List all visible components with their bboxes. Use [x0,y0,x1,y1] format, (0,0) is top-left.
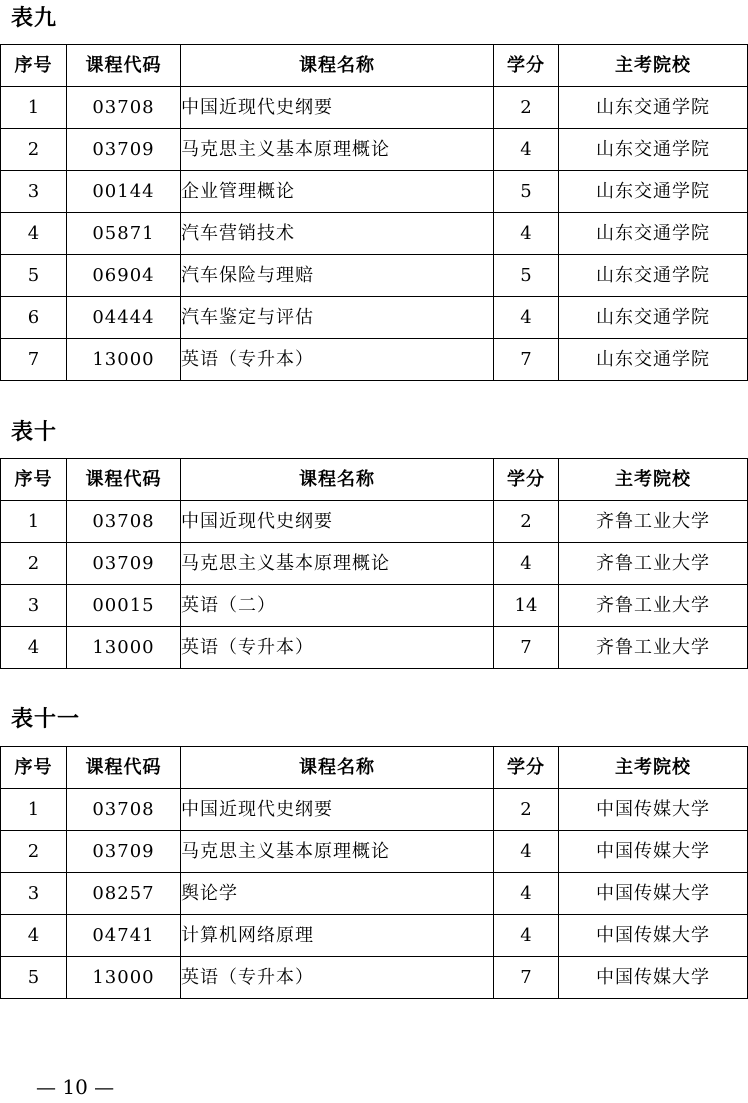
table-row [1,87,748,129]
cell-credit: 7 [494,957,559,999]
header-school: 主考院校 [559,747,748,789]
header-name: 课程名称 [181,747,494,789]
cell-credit: 4 [494,873,559,915]
cell-course-code: 08257 [67,873,181,915]
cell-course-code: 05871 [67,213,181,255]
cell-course-name: 英语（专升本） [181,957,494,999]
cell-course-name: 英语（二） [181,585,494,627]
cell-credit: 4 [494,915,559,957]
cell-school: 山东交通学院 [559,129,748,171]
cell-credit: 7 [494,339,559,381]
cell-index: 1 [1,87,67,129]
cell-index: 6 [1,297,67,339]
cell-course-name: 马克思主义基本原理概论 [181,129,494,171]
cell-index: 3 [1,171,67,213]
cell-course-name: 英语（专升本） [181,627,494,669]
header-credit: 学分 [494,459,559,501]
header-code: 课程代码 [67,459,181,501]
cell-index: 7 [1,339,67,381]
cell-index: 2 [1,831,67,873]
cell-course-code: 03708 [67,789,181,831]
cell-school: 山东交通学院 [559,213,748,255]
cell-school: 中国传媒大学 [559,915,748,957]
cell-course-code: 13000 [67,339,181,381]
cell-school: 齐鲁工业大学 [559,585,748,627]
table-header-row [1,459,748,501]
cell-course-name: 企业管理概论 [181,171,494,213]
header-name: 课程名称 [181,459,494,501]
cell-course-code: 06904 [67,255,181,297]
header-credit: 学分 [494,747,559,789]
cell-course-name: 汽车保险与理赔 [181,255,494,297]
cell-course-name: 中国近现代史纲要 [181,87,494,129]
table-row [1,627,748,669]
table-header-row [1,45,748,87]
cell-school: 山东交通学院 [559,339,748,381]
cell-index: 4 [1,213,67,255]
cell-credit: 2 [494,789,559,831]
cell-index: 4 [1,915,67,957]
table-row [1,255,748,297]
cell-credit: 14 [494,585,559,627]
cell-credit: 2 [494,87,559,129]
cell-credit: 4 [494,129,559,171]
table-row [1,831,748,873]
table-row [1,585,748,627]
cell-course-code: 03709 [67,543,181,585]
course-table-10 [0,458,748,669]
cell-course-name: 马克思主义基本原理概论 [181,831,494,873]
cell-course-code: 03709 [67,831,181,873]
table-row [1,297,748,339]
cell-index: 1 [1,501,67,543]
cell-school: 山东交通学院 [559,297,748,339]
cell-course-name: 汽车鉴定与评估 [181,297,494,339]
cell-index: 1 [1,789,67,831]
cell-school: 中国传媒大学 [559,831,748,873]
cell-course-name: 中国近现代史纲要 [181,501,494,543]
cell-course-name: 中国近现代史纲要 [181,789,494,831]
table-row [1,501,748,543]
cell-index: 5 [1,255,67,297]
cell-course-name: 马克思主义基本原理概论 [181,543,494,585]
cell-course-name: 汽车营销技术 [181,213,494,255]
table-row [1,171,748,213]
cell-course-code: 04444 [67,297,181,339]
cell-school: 山东交通学院 [559,255,748,297]
cell-school: 齐鲁工业大学 [559,501,748,543]
cell-course-name: 英语（专升本） [181,339,494,381]
cell-course-name: 计算机网络原理 [181,915,494,957]
cell-credit: 4 [494,831,559,873]
cell-credit: 2 [494,501,559,543]
header-name: 课程名称 [181,45,494,87]
cell-course-code: 03708 [67,501,181,543]
cell-course-code: 13000 [67,957,181,999]
cell-course-code: 04741 [67,915,181,957]
header-school: 主考院校 [559,459,748,501]
table-9-title: 表九 [11,5,58,31]
header-code: 课程代码 [67,747,181,789]
header-credit: 学分 [494,45,559,87]
cell-course-code: 00015 [67,585,181,627]
cell-school: 中国传媒大学 [559,873,748,915]
page-number: — 10 — [36,1075,115,1099]
header-index: 序号 [1,45,67,87]
cell-index: 3 [1,585,67,627]
cell-school: 山东交通学院 [559,171,748,213]
cell-index: 3 [1,873,67,915]
cell-index: 2 [1,543,67,585]
cell-credit: 7 [494,627,559,669]
cell-school: 中国传媒大学 [559,789,748,831]
table-row [1,213,748,255]
course-table-9 [0,44,748,381]
cell-credit: 4 [494,543,559,585]
table-header-row [1,747,748,789]
table-row [1,129,748,171]
cell-index: 5 [1,957,67,999]
cell-credit: 4 [494,297,559,339]
cell-school: 山东交通学院 [559,87,748,129]
cell-school: 中国传媒大学 [559,957,748,999]
table-row [1,915,748,957]
table-row [1,339,748,381]
cell-index: 2 [1,129,67,171]
table-row [1,543,748,585]
table-row [1,957,748,999]
cell-credit: 5 [494,255,559,297]
table-10-title: 表十 [11,419,58,445]
cell-school: 齐鲁工业大学 [559,543,748,585]
cell-course-code: 13000 [67,627,181,669]
cell-credit: 4 [494,213,559,255]
course-table-11 [0,746,748,999]
table-11-title: 表十一 [11,706,81,732]
cell-index: 4 [1,627,67,669]
cell-course-code: 03708 [67,87,181,129]
table-row [1,873,748,915]
cell-credit: 5 [494,171,559,213]
cell-school: 齐鲁工业大学 [559,627,748,669]
table-row [1,789,748,831]
header-index: 序号 [1,747,67,789]
cell-course-name: 舆论学 [181,873,494,915]
header-school: 主考院校 [559,45,748,87]
header-code: 课程代码 [67,45,181,87]
cell-course-code: 03709 [67,129,181,171]
cell-course-code: 00144 [67,171,181,213]
header-index: 序号 [1,459,67,501]
